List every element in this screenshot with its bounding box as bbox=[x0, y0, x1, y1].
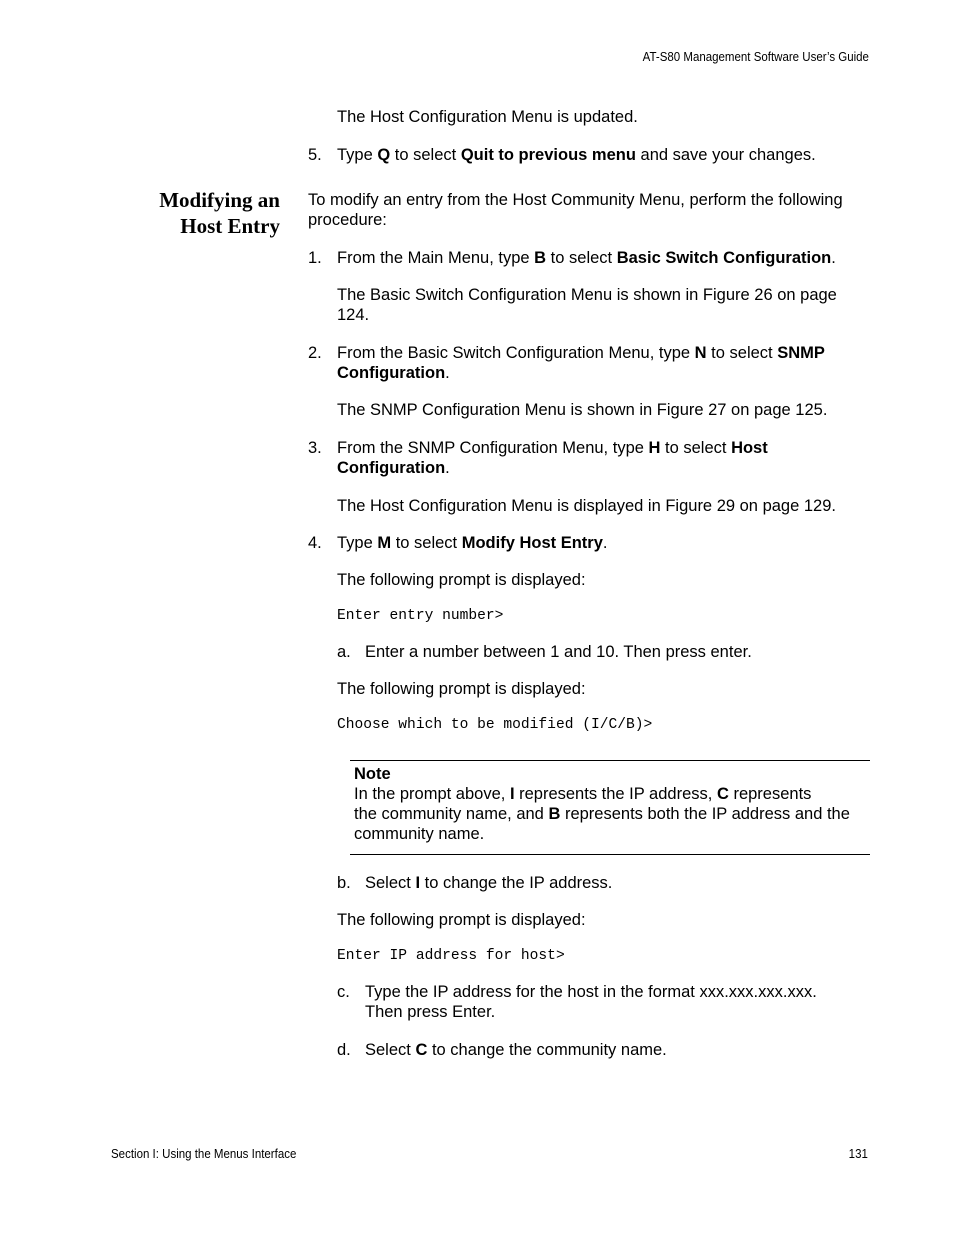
substep-letter: c. bbox=[337, 983, 350, 1001]
page-number: 131 bbox=[848, 1147, 868, 1161]
step-number: 5. bbox=[308, 146, 322, 164]
step-number: 2. bbox=[308, 344, 322, 362]
substep-letter: a. bbox=[337, 643, 351, 661]
step-result: The Basic Switch Configuration Menu is shown in Figure 26 on page 124. bbox=[337, 286, 837, 324]
step-text: Type Q to select Quit to previous menu and save your changes. bbox=[337, 146, 816, 164]
running-header: AT-S80 Management Software User’s Guide bbox=[642, 50, 869, 64]
step-text: From the SNMP Configuration Menu, type H to select Host Configuration. bbox=[337, 439, 768, 477]
substep-text: Select I to change the IP address. bbox=[365, 874, 613, 892]
note-top-rule bbox=[350, 760, 870, 761]
prompt-intro: The following prompt is displayed: bbox=[337, 680, 586, 698]
substep-text: Enter a number between 1 and 10. Then press enter. bbox=[365, 643, 752, 661]
footer-section: Section I: Using the Menus Interface bbox=[111, 1147, 297, 1161]
step-text: Type M to select Modify Host Entry. bbox=[337, 534, 608, 552]
section-intro: To modify an entry from the Host Community Menu, perform the following procedure: bbox=[308, 191, 843, 229]
substep-letter: d. bbox=[337, 1041, 351, 1059]
cli-prompt: Enter IP address for host> bbox=[337, 948, 565, 964]
step-result: The Host Configuration Menu is displayed in Figure 29 on page 129. bbox=[337, 497, 836, 515]
step-number: 3. bbox=[308, 439, 322, 457]
note-box: Note In the prompt above, I represents the IP address, C represents the community name, and B represents both the IP address and the community name. bbox=[354, 765, 850, 843]
substep-text: Select C to change the community name. bbox=[365, 1041, 667, 1059]
note-title: Note bbox=[354, 765, 391, 783]
prompt-intro: The following prompt is displayed: bbox=[337, 571, 586, 589]
step-result: The SNMP Configuration Menu is shown in Figure 27 on page 125. bbox=[337, 401, 828, 419]
body-text: The Host Configuration Menu is updated. bbox=[337, 108, 638, 126]
substep-letter: b. bbox=[337, 874, 351, 892]
section-heading: Modifying an Host Entry bbox=[159, 188, 280, 238]
step-text: From the Main Menu, type B to select Basic Switch Configuration. bbox=[337, 249, 836, 267]
cli-prompt: Enter entry number> bbox=[337, 608, 504, 624]
substep-text: Type the IP address for the host in the format xxx.xxx.xxx.xxx. Then press Enter. bbox=[365, 983, 817, 1021]
step-number: 4. bbox=[308, 534, 322, 552]
cli-prompt: Choose which to be modified (I/C/B)> bbox=[337, 717, 653, 733]
step-text: From the Basic Switch Configuration Menu, type N to select SNMP Configuration. bbox=[337, 344, 825, 382]
note-bottom-rule bbox=[350, 854, 870, 855]
prompt-intro: The following prompt is displayed: bbox=[337, 911, 586, 929]
step-number: 1. bbox=[308, 249, 322, 267]
